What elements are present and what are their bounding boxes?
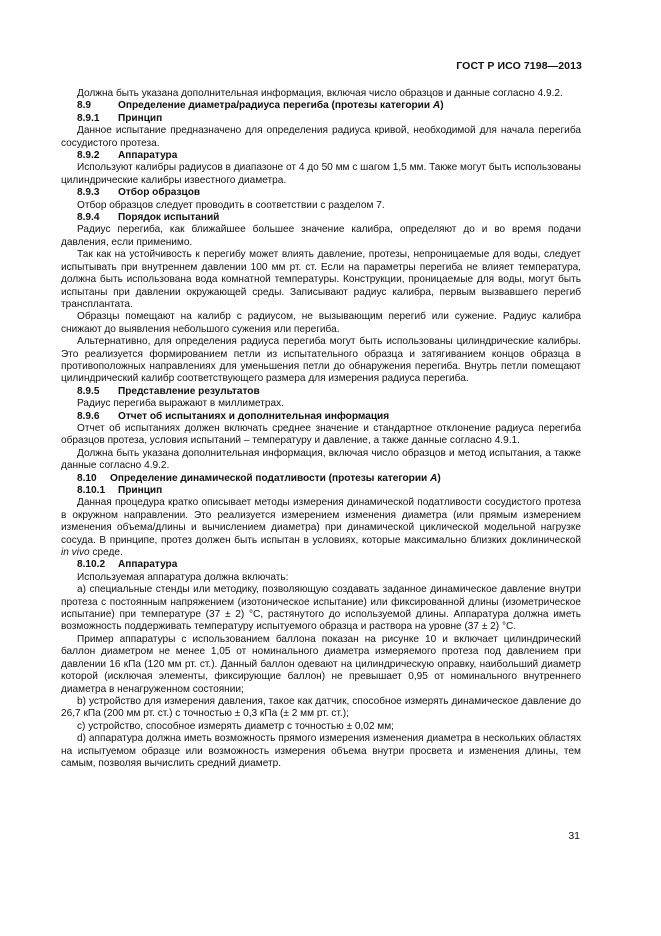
paragraph	[61, 125, 581, 150]
paragraph-text: Используют калибры радиусов в диапазоне от 4 до 50 мм с шагом 1,5 мм. Также могут быть использованы цилиндрические калибры известного диаметра.	[61, 162, 581, 186]
paragraph	[61, 311, 581, 336]
paragraph	[61, 572, 581, 584]
section-title: Отчет об испытаниях и дополнительная информация	[118, 410, 390, 422]
paragraph-text: Радиус перегиба, как ближайшее большее значение калибра, определяют до и во время подачи давления, если применимо.	[61, 224, 581, 248]
section-number: 8.9.3	[77, 187, 100, 199]
section-number: 8.9.1	[77, 112, 100, 124]
section-title: Отбор образцов	[118, 187, 201, 199]
paragraph-text: Данное испытание предназначено для определения радиуса кривой, необходимой для начала перегиба сосудистого протеза.	[61, 125, 581, 149]
page-number: 31	[568, 830, 580, 842]
section-heading	[61, 100, 581, 112]
paragraph	[61, 696, 581, 721]
paragraph-text: а) специальные стенды или методику, позволяющую создавать заданное динамическое давление внутри протеза с постоянным напряжением (изотоническое испытание) или фиксированной длины (изометрическое испытание) при температуре (37 ± 2) °С, растянутого до используемой длины. Аппаратура должна иметь возможность поддерживать температуру испытуемого образца и раствора на уровне (37 ± 2) °С.	[61, 584, 581, 633]
section-heading	[61, 113, 581, 125]
section-heading	[61, 411, 581, 423]
paragraph	[61, 224, 581, 249]
paragraph	[61, 584, 581, 634]
section-heading	[61, 473, 581, 485]
section-heading	[61, 187, 581, 199]
paragraph-tail: среде.	[89, 547, 123, 559]
document-body	[61, 88, 581, 770]
paragraph	[61, 200, 581, 212]
category-letter: А	[432, 100, 441, 112]
paragraph	[61, 88, 581, 100]
paragraph	[61, 634, 581, 696]
section-heading	[61, 150, 581, 162]
section-title: Представление результатов	[118, 385, 260, 397]
paragraph	[61, 249, 581, 311]
section-title: Порядок испытаний	[118, 212, 220, 224]
paragraph	[61, 721, 581, 733]
section-number: 8.9.6	[77, 410, 100, 422]
paragraph-text: Используемая аппаратура должна включать:	[77, 571, 289, 583]
paragraph-text: b) устройство для измерения давления, такое как датчик, способное измерять динамическое давление до 26,7 кПа (200 мм рт. ст.) с точностью ± 0,3 кПа (± 2 мм рт. ст.);	[61, 695, 581, 720]
section-title: Аппаратура	[118, 559, 178, 571]
section-number: 8.9.5	[77, 385, 100, 397]
paragraph-text: d) аппаратура должна иметь возможность прямого измерения изменения диаметра в нескольких областях на испытуемом образце или возможность измерения объема внутри просвета и изменения длины, тем самым, позволяя вычислить средний диаметр.	[61, 733, 581, 769]
section-title: Принцип	[118, 112, 163, 124]
section-number: 8.10.2	[77, 559, 106, 571]
paragraph	[61, 448, 581, 473]
section-number: 8.9	[77, 100, 92, 112]
paragraph	[61, 336, 581, 386]
section-number: 8.9.2	[77, 150, 100, 162]
paragraph	[61, 162, 581, 187]
closing-paren: )	[437, 472, 441, 484]
section-heading	[61, 386, 581, 398]
paragraph	[61, 423, 581, 448]
section-heading	[61, 485, 581, 497]
section-heading	[61, 212, 581, 224]
paragraph	[61, 398, 581, 410]
section-number: 8.9.4	[77, 212, 100, 224]
closing-paren: )	[440, 100, 444, 112]
paragraph-text: Данная процедура кратко описывает методы измерения динамической податливости сосудистого протеза в окружном направлении. Это реализуется измерением изменения диаметра (или прямым измерением изменения объема/длины и вычислением диаметра) при динамической циклической модельной нагрузке сосуда. В принципе, протез должен быть испытан в условиях, которые максимально близких доклинической	[61, 497, 581, 546]
paragraph-text: Образцы помещают на калибр с радиусом, не вызывающим перегиб или сужение. Радиус калибра снижают до выявления небольшого сужения или перегиба.	[61, 311, 581, 335]
paragraph	[61, 733, 581, 770]
paragraph-text: Должна быть указана дополнительная информация, включая число образцов и метод испытания, а также данные согласно 4.9.2.	[61, 447, 581, 472]
paragraph-text: c) устройство, способное измерять диаметр с точностью ± 0,02 мм;	[77, 720, 394, 732]
paragraph-text: Отчет об испытаниях должен включать среднее значение и стандартное отклонение радиуса перегиба образцов протеза, условия испытаний – температуру и давление, а также данные согласно 4.9.1.	[61, 422, 581, 447]
standard-header: ГОСТ Р ИСО 7198—2013	[456, 60, 582, 72]
paragraph-text: Пример аппаратуры с использованием баллона показан на рисунке 10 и включает цилиндрический баллон диаметром не менее 1,05 от номинального диаметра измеряемого протеза под давлением при давлении 16 кПа (120 мм рт. ст.). Данный баллон одевают на цилиндрическую оправку, наибольший диаметр которой (исключая элементы, фиксирующие баллон) не превышает 0,95 от номинального внутреннего диаметра в ненагруженном состоянии;	[61, 633, 581, 695]
section-heading	[61, 559, 581, 571]
paragraph-text: Отбор образцов следует проводить в соответствии с разделом 7.	[77, 199, 385, 211]
section-number: 8.10	[77, 472, 97, 484]
section-number: 8.10.1	[77, 485, 106, 496]
paragraph-text: Должна быть указана дополнительная информация, включая число образцов и данные согласно 4.9.2.	[77, 88, 563, 99]
category-letter: А	[430, 472, 438, 484]
section-title: Определение диаметра/радиуса перегиба (протезы категории	[118, 100, 431, 112]
paragraph-text: Радиус перегиба выражают в миллиметрах.	[77, 398, 284, 410]
paragraph-text: Альтернативно, для определения радиуса перегиба могут быть использованы цилиндрические калибры. Это реализуется формированием петли из испытательного образца и затягиванием концов образца в противоположных направлениях для уменьшения петли до обнаружения перегиба. Внутрь петли помещают цилиндрический калибр соответствующего размера для измерения радиуса перегиба.	[61, 336, 581, 385]
paragraph	[61, 497, 581, 559]
italic-term: in vivo	[61, 547, 90, 559]
section-title: Аппаратура	[118, 150, 178, 162]
section-title: Принцип	[118, 485, 163, 496]
section-title: Определение динамической податливости (протезы категории	[110, 472, 428, 484]
paragraph-text: Так как на устойчивость к перегибу может влиять давление, протезы, непроницаемые для воды, следует испытывать при внутреннем давлении 100 мм рт. ст. Если на параметры перегиба не влияет температура, должна быть использована вода комнатной температуры. Конструкции, проницаемые для воды, могут быть испытаны при давлении окружающей среды. Записывают радиус калибра, первым вызвавшего перегиб трансплантата.	[61, 249, 581, 310]
